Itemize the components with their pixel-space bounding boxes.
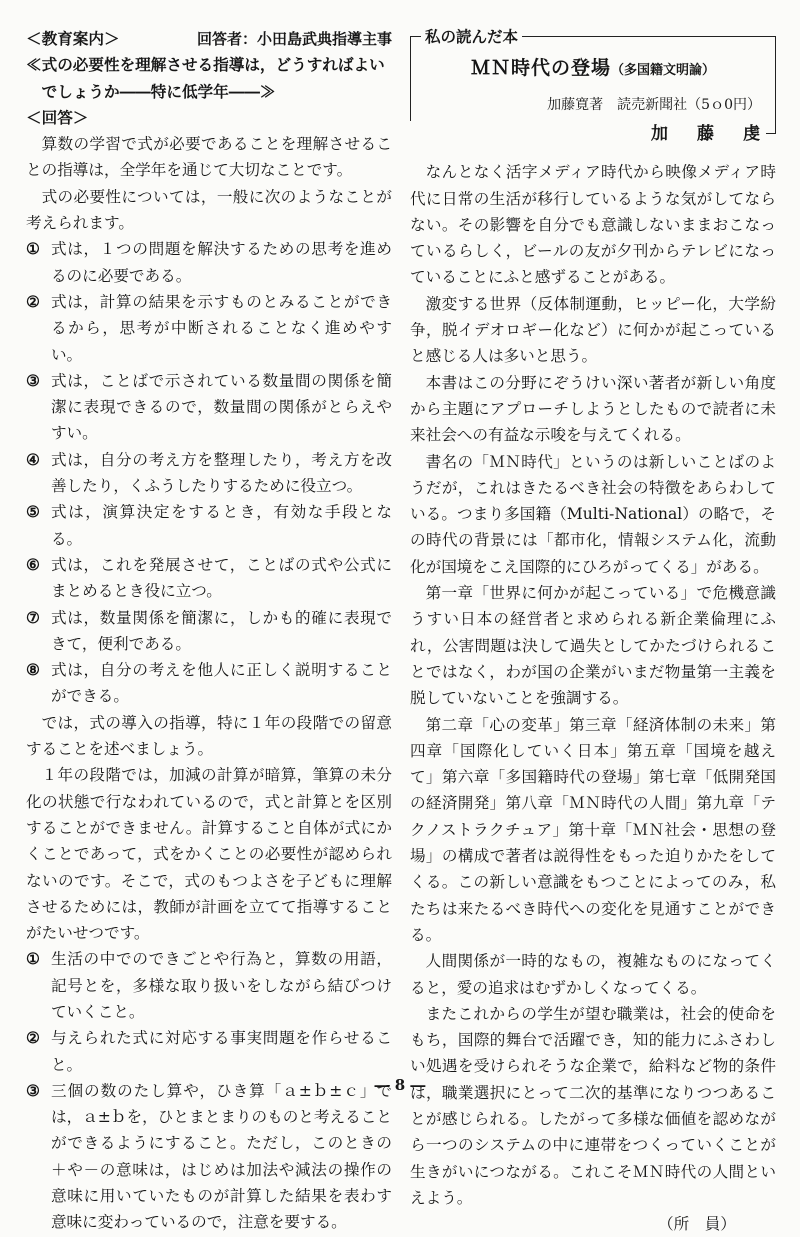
body-paragraph: では，式の導入の指導，特に１年の段階での留意することを述べましょう。: [26, 713, 392, 759]
intro-paragraph: 式の必要性については，一般に次のようなことが考えられます。: [26, 187, 392, 233]
reason-item: [26, 499, 392, 552]
reason-number: ③: [26, 370, 40, 390]
reason-number: ⑥: [26, 554, 40, 574]
reason-number: ①: [26, 239, 40, 259]
book-review-column: [410, 26, 776, 1237]
answer-label: ＜回答＞: [26, 107, 89, 127]
reason-number: ⑧: [26, 660, 40, 680]
guidance-number: ①: [26, 949, 40, 969]
question-title-line2: でしょうか――特に低学年――≫: [41, 81, 276, 101]
review-paragraph: またこれからの学生が望む職業は，社会的使命をもち，国際的舞台で活躍でき，知的能力にふさわしい処遇を受けられそうな企業で，給料など物的条件は，職業選択にとって二次的基準になりつつあることが感じられる。したがって多様な価値を認めながら一つのシステムの中に連帯をつくっていくことが生きがいにつながる。これこそＭＮ時代の人間といえよう。: [410, 1004, 776, 1207]
reason-text: 式は，これを発展させて，ことばの式や公式にまとめるとき役に立つ。: [50, 555, 392, 601]
review-paragraph: 書名の「ＭＮ時代」というのは新しいことばのようだが，これはきたるべき社会の特徴をあらわしている。つまり多国籍（Multi-National）の略で，その時代の背景には「都市化，情報システム化，流動化が国境をこえ国際的にひろがってくる」がある。: [410, 452, 776, 576]
book-meta: 加藤寛著 読売新聞社（5ｏ0円）: [547, 97, 761, 114]
category-label: ＜教育案内＞: [26, 29, 120, 48]
guide-header: [26, 26, 392, 52]
review-paragraph: 本書はこの分野にぞうけい深い著者が新しい角度から主題にアプローチしようとしたもので読者に未来社会への有益な示唆を与えてくれる。: [410, 373, 776, 445]
reason-item: [26, 552, 392, 605]
respondent-label: 回答者：小田島武典指導主事: [196, 30, 392, 48]
signature: （所 員）: [658, 1215, 736, 1234]
book-title-line: [421, 55, 765, 84]
reason-number: ④: [26, 449, 40, 469]
guidance-text: 与えられた式に対応する事実問題を作らせること。: [50, 1029, 392, 1074]
reason-number: ⑦: [26, 607, 40, 627]
guidance-text: 三個の数のたし算や，ひき算「ａ±ｂ±ｃ」では，ａ±ｂを，ひとまとまりのものと考えることができるようにすること。ただし，このときの＋や－の意味は，はじめは加法や減法の操作の意味に用いていたものが計算した結果を表わす意味に変わっているので，注意を要する。: [50, 1081, 392, 1232]
book-subtitle: （多国籍文明論）: [611, 63, 716, 78]
review-paragraph: 第二章「心の変革」第三章「経済体制の未来」第四章「国際化していく日本」第五章「国境を越えて」第六章「多国籍時代の登場」第七章「低開発国の経済開発」第八章「ＭＮ時代の人間」第九章「テクノストラクチュア」第十章「ＭＮ社会・思想の登場」の構成で著者は説得性をもった迫りかたをしてくる。この新しい意識をもつことによってのみ，私たちは来たるべき時代への変化を見通すことができる。: [410, 715, 776, 944]
review-paragraph: 激変する世界（反体制運動，ヒッピー化，大学紛争，脱イデオロギー化など）に何かが起こっていると感じる人は多いと思う。: [410, 294, 776, 366]
body-paragraph: １年の段階では，加減の計算が暗算，筆算の未分化の状態で行なわれているので，式と計算とを区別することができません。計算すること自体が式にかくことであって，式をかくことの必要性が認められないのです。そこで，式のもつよさを子どもに理解させるためには，教師が計画を立てて指導することがたいせつです。: [26, 766, 392, 943]
review-paragraph: 第一章「世界に何かが起こっている」で危機意識うすい日本の経営者と求められる新企業倫理にふれ，公害問題は決して過失としてかたづけられることではなく，わが国の企業がいまだ物量第一主義を脱していないことを強調する。: [410, 584, 776, 708]
intro-paragraph: 算数の学習で式が必要であることを理解させることの指導は，全学年を通じて大切なことです。: [26, 135, 392, 180]
reason-number: ⑤: [26, 502, 40, 522]
guidance-item: [26, 946, 392, 1025]
column-label: 私の読んだ本: [421, 24, 522, 50]
education-guide-column: [26, 26, 392, 1236]
reason-text: 式は，演算決定をするとき，有効な手段となる。: [50, 503, 392, 548]
reason-item: [26, 447, 392, 500]
reason-text: 式は，計算の結果を示すものとみることができるから，思考が中断されることなく進めやすい。: [50, 292, 392, 364]
reason-text: 式は，１つの問題を解決するための思考を進めるのに必要である。: [50, 240, 392, 285]
reason-text: 式は，自分の考え方を整理したり，考え方を改善したり，くふうしたりするために役立つ。: [50, 450, 392, 496]
reason-item: [26, 289, 392, 368]
page-number: ― 8 ―: [374, 1076, 426, 1094]
reviewer-line: [410, 121, 766, 147]
reason-item: [26, 236, 392, 289]
reason-item: [26, 368, 392, 447]
reason-text: 式は，数量関係を簡潔に，しかも的確に表現できて，便利である。: [50, 608, 392, 653]
reason-item: [26, 605, 392, 658]
review-paragraph: なんとなく活字メディア時代から映像メディア時代に日常の生活が移行しているような気がしてならない。その影響を自分でも意識しないままおこなっているらしく，ビールの友が夕刊からテレビになっていることにふと感ずることがある。: [410, 163, 776, 287]
guidance-text: 生活の中でのできごとや行為と，算数の用語，記号とを，多様な取り扱いをしながら結びつけていくこと。: [50, 950, 392, 1021]
guidance-item: [26, 1025, 392, 1078]
question-title-line1: ≪式の必要性を理解させる指導は，どうすればよい: [26, 55, 385, 75]
reviewer-name: 加 藤 虔: [645, 124, 766, 144]
guidance-item: [26, 1078, 392, 1236]
reason-item: [26, 657, 392, 710]
reason-number: ②: [26, 291, 40, 311]
reason-text: 式は，自分の考えを他人に正しく説明することができる。: [50, 661, 392, 706]
book-title: ＭＮ時代の登場: [470, 57, 611, 79]
guidance-number: ②: [26, 1028, 40, 1048]
review-paragraph: 人間関係が一時的なもの，複雑なものになってくると，愛の追求はむずかしくなってくる。: [410, 952, 776, 997]
reason-text: 式は，ことばで示されている数量間の関係を簡潔に表現できるので，数量間の関係がとらえやすい。: [50, 371, 392, 443]
guidance-number: ③: [26, 1080, 40, 1100]
book-info-box: [410, 27, 776, 134]
